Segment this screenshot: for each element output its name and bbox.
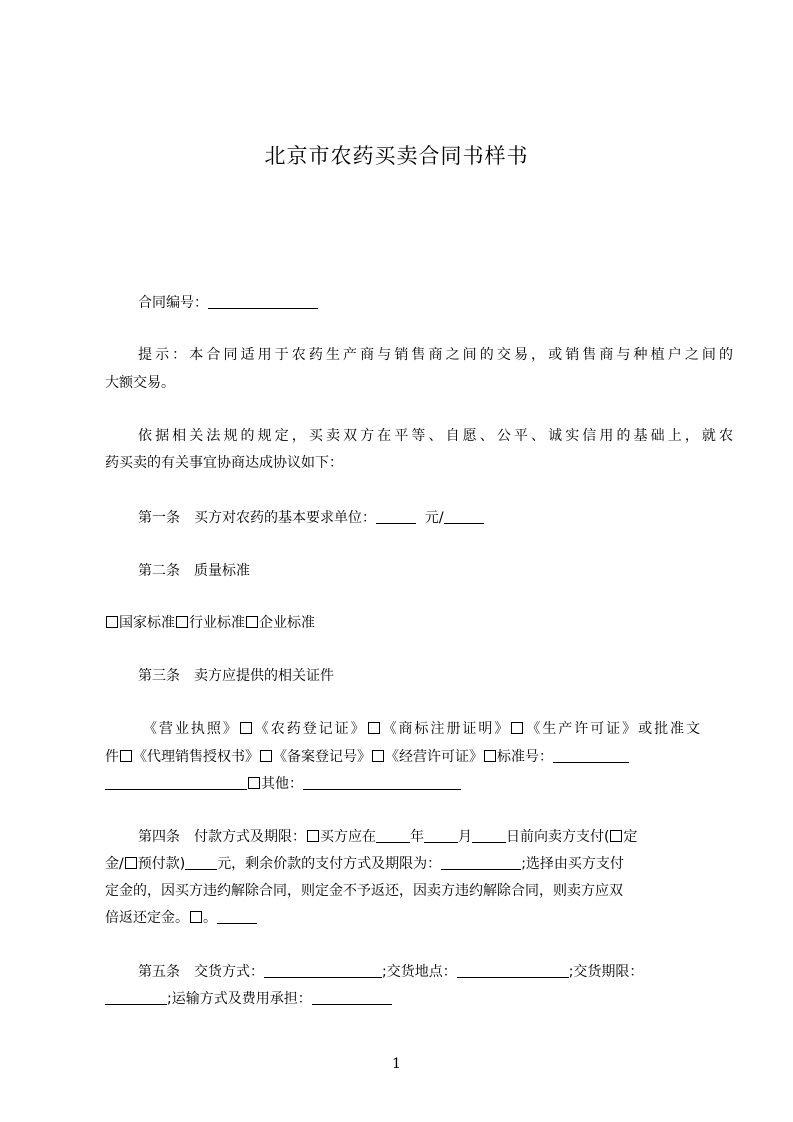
contract-number-label: 合同编号： <box>138 295 208 311</box>
industry-standard-label: 行业标准 <box>189 615 245 631</box>
article-3-line-3 <box>105 773 700 793</box>
article-4-line-3: 定金的，因买方违约解除合同，则定金不予返还，因卖方违约解除合同，则卖方应双 <box>105 883 623 899</box>
article-1 <box>105 507 733 527</box>
article-4-line-4 <box>105 907 700 927</box>
article-4-extra-blank[interactable] <box>217 909 257 924</box>
standard-number-blank-cont[interactable] <box>105 775 247 790</box>
filing-number-checkbox[interactable] <box>372 750 384 762</box>
article-3-line-2 <box>105 746 700 766</box>
other-label: 其他： <box>261 776 303 792</box>
deposit-label: 定 <box>623 829 638 845</box>
remaining-payment-label: 元，剩余价款的支付方式及期限为： <box>217 856 442 872</box>
national-standard-label: 国家标准 <box>119 615 175 631</box>
month-blank[interactable] <box>424 828 458 843</box>
registration-cert-label: 《农药登记证》 <box>252 721 367 737</box>
tip-line-1: 提示：本合同适用于农药生产商与销售商之间的交易，或销售商与种植户之间的 <box>138 347 733 363</box>
prepayment-label: 预付款) <box>137 856 186 872</box>
remaining-payment-blank[interactable] <box>441 855 521 870</box>
contract-number-blank[interactable] <box>208 294 318 309</box>
standard-number-blank[interactable] <box>553 748 629 763</box>
article-2-heading: 第二条 质量标准 <box>138 563 250 579</box>
delivery-place-blank[interactable] <box>457 963 569 978</box>
enterprise-standard-checkbox[interactable] <box>246 616 258 628</box>
article-4-extra-checkbox[interactable] <box>190 911 202 923</box>
basis-line-1: 依据相关法规的规定，买卖双方在平等、自愿、公平、诚实信用的基础上，就农 <box>138 428 733 444</box>
filing-number-label: 《备案登记号》 <box>273 749 371 765</box>
article-1-heading: 第一条 买方对农药的基本要求单位： <box>138 510 376 526</box>
approval-doc-label: 件 <box>105 749 119 765</box>
delivery-method-blank[interactable] <box>264 963 382 978</box>
document-title: 北京市农药买卖合同书样书 <box>264 144 529 168</box>
deposit-choice-label: ;选择由买方支付 <box>521 856 624 872</box>
page-number: 1 <box>392 1056 401 1072</box>
trademark-cert-label: 《商标注册证明》 <box>380 721 511 737</box>
agency-auth-checkbox[interactable] <box>260 750 272 762</box>
double-return-label: 倍返还定金。 <box>105 910 189 926</box>
delivery-place-label: ;交货地点： <box>382 964 457 980</box>
delivery-period-label: ;交货期限： <box>568 964 644 980</box>
enterprise-standard-label: 企业标准 <box>259 615 315 631</box>
trademark-cert-checkbox[interactable] <box>368 722 380 734</box>
tip-line-2: 大额交易。 <box>105 375 175 391</box>
national-standard-checkbox[interactable] <box>106 616 118 628</box>
buyer-pay-label: 买方应在 <box>320 829 376 845</box>
transport-cost-label: ;运输方式及费用承担： <box>167 991 312 1007</box>
business-permit-label: 《经营许可证》 <box>385 749 483 765</box>
pay-before-label: 日前向卖方支付( <box>506 829 610 845</box>
article-4-line-2 <box>105 853 700 873</box>
transport-cost-blank[interactable] <box>312 990 392 1005</box>
article-3-heading: 第三条 卖方应提供的相关证件 <box>138 668 334 684</box>
buyer-pay-checkbox[interactable] <box>307 830 319 842</box>
agency-auth-label: 《代理销售授权书》 <box>133 749 259 765</box>
article-1-unit: 元/ <box>424 510 444 526</box>
article-4-heading: 第四条 付款方式及期限： <box>138 829 306 845</box>
article-3-line-1 <box>105 718 700 738</box>
article-1-blank-1[interactable] <box>376 509 416 524</box>
production-license-label: 《生产许可证》或批准文 <box>524 721 701 737</box>
day-blank[interactable] <box>472 828 506 843</box>
article-5-line-1 <box>105 961 733 981</box>
business-license-label: 《营业执照》 <box>143 721 239 737</box>
standard-number-checkbox[interactable] <box>484 750 496 762</box>
prepayment-checkbox[interactable] <box>125 857 137 869</box>
other-blank[interactable] <box>303 775 461 790</box>
year-blank[interactable] <box>376 828 410 843</box>
article-1-blank-2[interactable] <box>444 509 484 524</box>
year-label: 年 <box>410 829 424 845</box>
production-license-checkbox[interactable] <box>511 722 523 734</box>
basis-line-2: 药买卖的有关事宜协商达成协议如下： <box>105 455 343 471</box>
deposit-label-cont: 金/ <box>105 856 124 872</box>
contract-number-line <box>105 292 733 312</box>
approval-doc-checkbox[interactable] <box>120 750 132 762</box>
article-5-line-2 <box>105 988 700 1008</box>
deposit-checkbox[interactable] <box>610 830 622 842</box>
delivery-method-label: 第五条 交货方式： <box>138 964 264 980</box>
article-2-options <box>105 612 700 632</box>
article-4-line-1 <box>105 826 733 846</box>
article-4-extra-label: 。 <box>203 910 217 926</box>
other-checkbox[interactable] <box>248 777 260 789</box>
delivery-period-blank[interactable] <box>105 990 167 1005</box>
industry-standard-checkbox[interactable] <box>176 616 188 628</box>
standard-number-label: 标准号： <box>497 749 553 765</box>
registration-cert-checkbox[interactable] <box>240 722 252 734</box>
month-label: 月 <box>458 829 472 845</box>
amount-blank[interactable] <box>185 855 217 870</box>
